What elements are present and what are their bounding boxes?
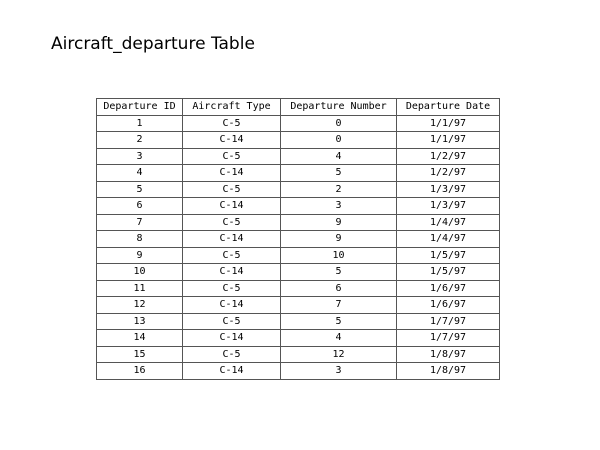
departure-id-cell: 1 — [97, 115, 183, 132]
departure-date-cell: 1/6/97 — [397, 297, 500, 314]
table-row — [97, 148, 500, 165]
aircraft-type-cell: C-14 — [183, 198, 281, 215]
table-row — [97, 181, 500, 198]
aircraft-type-cell: C-5 — [183, 115, 281, 132]
departure-number-cell: 5 — [281, 264, 397, 281]
departure-date-cell: 1/7/97 — [397, 330, 500, 347]
departure-number-cell: 6 — [281, 280, 397, 297]
table-row — [97, 247, 500, 264]
departure-number-cell: 0 — [281, 132, 397, 149]
departure-date-cell: 1/5/97 — [397, 264, 500, 281]
departure-date-cell: 1/2/97 — [397, 148, 500, 165]
aircraft-type-cell: C-5 — [183, 247, 281, 264]
aircraft-type-cell: C-14 — [183, 363, 281, 380]
aircraft-type-cell: C-5 — [183, 214, 281, 231]
departure-date-cell: 1/4/97 — [397, 231, 500, 248]
table-row — [97, 214, 500, 231]
table-body — [97, 115, 500, 379]
departure-number-cell: 3 — [281, 198, 397, 215]
table-row — [97, 280, 500, 297]
departure-number-cell: 7 — [281, 297, 397, 314]
departure-number-cell: 5 — [281, 165, 397, 182]
departure-date-cell: 1/7/97 — [397, 313, 500, 330]
departure-date-cell: 1/8/97 — [397, 346, 500, 363]
departure-id-cell: 3 — [97, 148, 183, 165]
departure-id-cell: 8 — [97, 231, 183, 248]
departure-date-cell: 1/4/97 — [397, 214, 500, 231]
table-row — [97, 115, 500, 132]
departure-id-cell: 10 — [97, 264, 183, 281]
departure-id-cell: 15 — [97, 346, 183, 363]
table-row — [97, 198, 500, 215]
table-row — [97, 165, 500, 182]
departure-date-cell: 1/5/97 — [397, 247, 500, 264]
departure-date-cell: 1/2/97 — [397, 165, 500, 182]
table-row — [97, 231, 500, 248]
page-title: Aircraft_departure Table — [51, 34, 255, 54]
table-row — [97, 264, 500, 281]
departure-number-cell: 9 — [281, 214, 397, 231]
table-header — [97, 99, 500, 116]
aircraft-type-cell: C-14 — [183, 165, 281, 182]
header-row — [97, 99, 500, 116]
departure-date-cell: 1/3/97 — [397, 198, 500, 215]
departure-number-cell: 4 — [281, 330, 397, 347]
aircraft-type-cell: C-5 — [183, 280, 281, 297]
aircraft-type-cell: C-14 — [183, 264, 281, 281]
departure-id-cell: 9 — [97, 247, 183, 264]
departure-date-cell: 1/1/97 — [397, 132, 500, 149]
departure-id-cell: 12 — [97, 297, 183, 314]
aircraft-type-cell: C-14 — [183, 231, 281, 248]
column-header-aircraft-type: Aircraft Type — [183, 99, 281, 116]
departure-number-cell: 12 — [281, 346, 397, 363]
column-header-departure-id: Departure ID — [97, 99, 183, 116]
departure-number-cell: 3 — [281, 363, 397, 380]
table-row — [97, 132, 500, 149]
departure-date-cell: 1/8/97 — [397, 363, 500, 380]
aircraft-type-cell: C-5 — [183, 313, 281, 330]
departure-id-cell: 4 — [97, 165, 183, 182]
departure-date-cell: 1/1/97 — [397, 115, 500, 132]
table-row — [97, 330, 500, 347]
departure-id-cell: 2 — [97, 132, 183, 149]
departure-id-cell: 13 — [97, 313, 183, 330]
departure-date-cell: 1/6/97 — [397, 280, 500, 297]
departure-number-cell: 2 — [281, 181, 397, 198]
departure-id-cell: 11 — [97, 280, 183, 297]
aircraft-type-cell: C-14 — [183, 330, 281, 347]
table-row — [97, 346, 500, 363]
aircraft-type-cell: C-5 — [183, 346, 281, 363]
aircraft-type-cell: C-14 — [183, 132, 281, 149]
departure-number-cell: 4 — [281, 148, 397, 165]
aircraft-departure-table — [96, 98, 500, 380]
departure-id-cell: 14 — [97, 330, 183, 347]
table-row — [97, 313, 500, 330]
departure-number-cell: 0 — [281, 115, 397, 132]
departure-id-cell: 16 — [97, 363, 183, 380]
departure-number-cell: 10 — [281, 247, 397, 264]
departure-number-cell: 9 — [281, 231, 397, 248]
departure-id-cell: 7 — [97, 214, 183, 231]
column-header-departure-number: Departure Number — [281, 99, 397, 116]
departure-id-cell: 5 — [97, 181, 183, 198]
aircraft-type-cell: C-5 — [183, 181, 281, 198]
departure-number-cell: 5 — [281, 313, 397, 330]
departure-id-cell: 6 — [97, 198, 183, 215]
table-row — [97, 297, 500, 314]
aircraft-type-cell: C-5 — [183, 148, 281, 165]
table-row — [97, 363, 500, 380]
departure-date-cell: 1/3/97 — [397, 181, 500, 198]
column-header-departure-date: Departure Date — [397, 99, 500, 116]
aircraft-type-cell: C-14 — [183, 297, 281, 314]
